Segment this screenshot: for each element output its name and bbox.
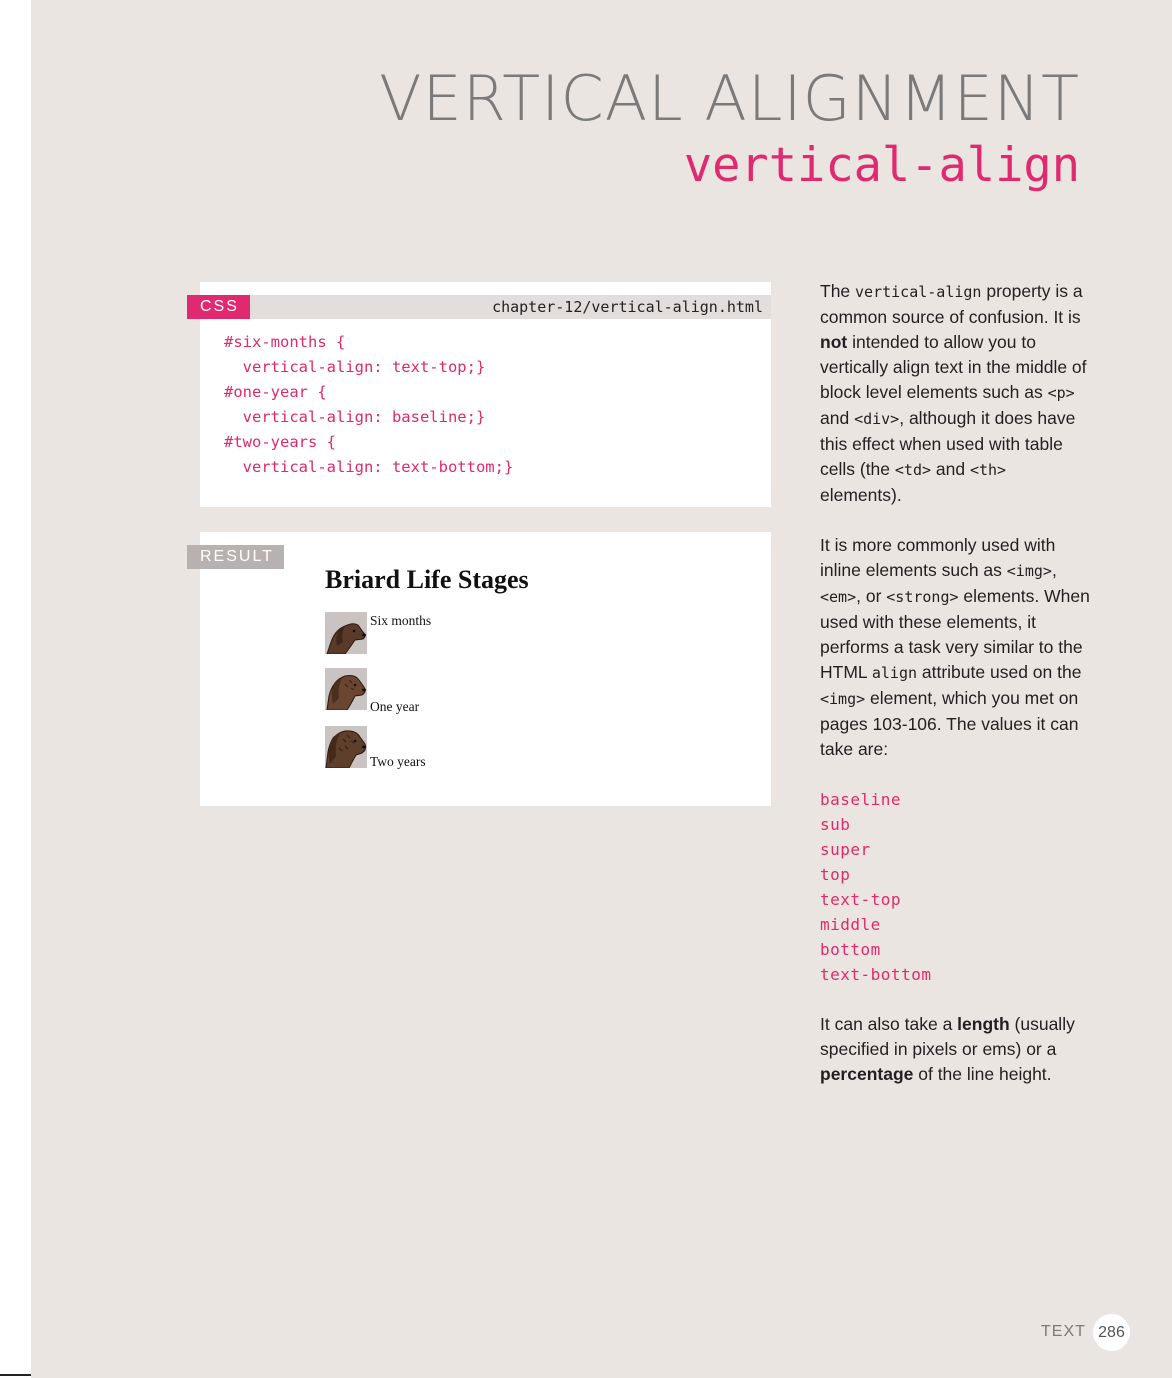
code-line: #six-months { <box>224 333 346 351</box>
dog-young-image <box>325 668 367 710</box>
value-item: top <box>820 865 851 884</box>
value-item: bottom <box>820 940 881 959</box>
page-title: VERTICAL ALIGNMENT <box>379 62 1080 135</box>
page-number: 286 <box>1093 1314 1130 1351</box>
paragraph-length: It can also take a length (usually specified in pixels or ems) or a percentage of the line height. <box>820 1014 1075 1084</box>
paragraph-usage: It is more commonly used with inline elements such as <img>, <em>, or <strong> elements. When used with these elements, it performs a task very similar to the HTML align attribute used on the <img> element, which you met on pages 103-106. The values it can take are: <box>820 535 1090 759</box>
code-line: #two-years { <box>224 433 336 451</box>
code-line: vertical-align: text-bottom;} <box>224 458 514 476</box>
code-line: vertical-align: text-top;} <box>224 358 486 376</box>
code-panel-header <box>200 295 771 319</box>
explanation-text <box>820 279 1090 1112</box>
section-label: TEXT <box>1041 1323 1086 1340</box>
code-line: #one-year { <box>224 383 327 401</box>
value-item: sub <box>820 815 851 834</box>
css-code-panel <box>200 282 771 507</box>
result-tag: RESULT <box>187 545 284 569</box>
stage-label: One year <box>370 699 420 714</box>
value-item: text-bottom <box>820 965 932 984</box>
value-item: baseline <box>820 790 902 809</box>
page-edge-line <box>0 1374 31 1376</box>
value-item: text-top <box>820 890 902 909</box>
stage-label: Six months <box>370 613 432 628</box>
page-subtitle: vertical-align <box>683 138 1080 193</box>
values-list <box>820 787 1090 987</box>
result-heading: Briard Life Stages <box>325 565 529 594</box>
paragraph-intro: The vertical-align property is a common source of confusion. It is not intended to allow you to vertically align text in the middle of block level elements such as <p> and <div>, although it does have this effect when used with table cells (the <td> and <th> elements). <box>820 281 1087 505</box>
code-line: vertical-align: baseline;} <box>224 408 486 426</box>
result-panel <box>200 532 771 806</box>
dog-adult-image <box>325 726 367 768</box>
dog-puppy-image <box>325 612 367 654</box>
file-path: chapter-12/vertical-align.html <box>492 298 763 316</box>
value-item: middle <box>820 915 881 934</box>
code-listing <box>224 330 513 480</box>
css-tag: CSS <box>187 295 250 319</box>
value-item: super <box>820 840 871 859</box>
stage-label: Two years <box>370 754 426 769</box>
